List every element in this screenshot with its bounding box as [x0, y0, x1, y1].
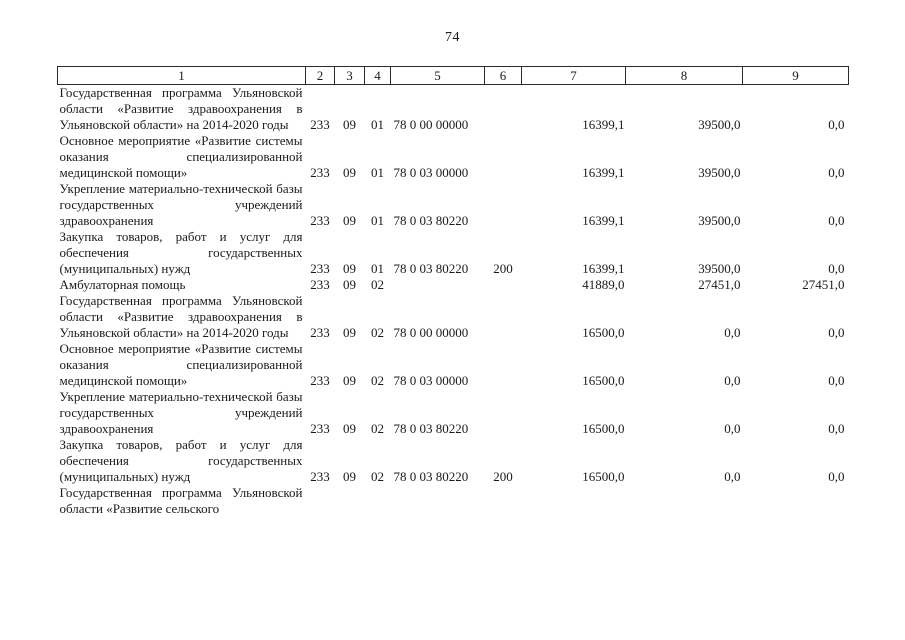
cell-section: 09	[343, 469, 356, 484]
row-name: Государственная программа Ульяновской области «Развитие сельского	[59, 485, 303, 516]
cell-target-article: 78 0 03 80220	[393, 421, 469, 436]
column-header-8: 8	[626, 67, 743, 85]
cell-amount-7: 16399,1	[582, 261, 625, 276]
cell-amount-9: 0,0	[828, 373, 845, 388]
row-name: Основное мероприятие «Развитие системы оказания специализированной медицинской помощи»	[59, 341, 303, 388]
cell-amount-7: 16500,0	[582, 325, 625, 340]
table-row	[58, 277, 849, 293]
cell-ministry: 233	[310, 277, 330, 292]
cell-target-article: 78 0 03 80220	[393, 261, 469, 276]
cell-target-article: 78 0 03 80220	[393, 213, 469, 228]
table-row	[58, 485, 849, 517]
cell-subsection: 02	[371, 373, 384, 388]
cell-expense-type	[485, 293, 522, 341]
cell-amount-9: 0,0	[828, 469, 845, 484]
cell-section: 09	[343, 277, 356, 292]
cell-ministry: 233	[310, 117, 330, 132]
cell-amount-8: 39500,0	[698, 261, 741, 276]
page-number: 74	[445, 30, 460, 45]
cell-section: 09	[343, 261, 356, 276]
cell-amount-9: 0,0	[828, 421, 845, 436]
table-row	[58, 341, 849, 389]
column-header-7: 7	[522, 67, 626, 85]
table-header-row	[58, 67, 849, 85]
cell-amount-9	[743, 485, 849, 517]
row-name: Государственная программа Ульяновской области «Развитие здравоохранения в Ульяновской области» на 2014-2020 годы	[59, 85, 303, 132]
cell-ministry: 233	[310, 373, 330, 388]
row-name: Амбулаторная помощь	[59, 277, 186, 292]
cell-amount-9: 0,0	[828, 213, 845, 228]
budget-table	[57, 66, 849, 517]
column-header-1: 1	[58, 67, 306, 85]
cell-expense-type: 200	[493, 261, 513, 276]
cell-target-article	[391, 485, 485, 517]
column-header-2: 2	[306, 67, 335, 85]
cell-expense-type	[485, 341, 522, 389]
cell-amount-9: 27451,0	[802, 277, 845, 292]
cell-subsection	[365, 485, 391, 517]
cell-target-article: 78 0 00 00000	[393, 325, 469, 340]
cell-subsection: 01	[371, 261, 384, 276]
cell-ministry	[306, 485, 335, 517]
column-header-3: 3	[335, 67, 365, 85]
cell-amount-9: 0,0	[828, 165, 845, 180]
cell-target-article: 78 0 00 00000	[393, 117, 469, 132]
cell-amount-7: 16399,1	[582, 117, 625, 132]
table-row	[58, 181, 849, 229]
cell-section: 09	[343, 421, 356, 436]
cell-section: 09	[343, 213, 356, 228]
cell-expense-type	[485, 485, 522, 517]
cell-expense-type	[485, 389, 522, 437]
cell-amount-7: 16500,0	[582, 421, 625, 436]
cell-amount-9: 0,0	[828, 117, 845, 132]
table-row	[58, 437, 849, 485]
table-row	[58, 293, 849, 341]
cell-expense-type: 200	[493, 469, 513, 484]
cell-section: 09	[343, 117, 356, 132]
cell-amount-7: 41889,0	[582, 277, 625, 292]
cell-expense-type	[485, 277, 522, 293]
cell-subsection: 02	[371, 325, 384, 340]
column-header-4: 4	[365, 67, 391, 85]
cell-expense-type	[485, 181, 522, 229]
cell-amount-7: 16500,0	[582, 373, 625, 388]
row-name: Государственная программа Ульяновской области «Развитие здравоохранения в Ульяновской области» на 2014-2020 годы	[59, 293, 303, 340]
cell-section	[335, 485, 365, 517]
cell-target-article: 78 0 03 00000	[393, 373, 469, 388]
table-row	[58, 133, 849, 181]
cell-ministry: 233	[310, 421, 330, 436]
row-name: Закупка товаров, работ и услуг для обеспечения государственных (муниципальных) нужд	[59, 437, 303, 484]
row-name: Укрепление материально-технической базы государственных учреждений здравоохранения	[59, 389, 303, 436]
cell-ministry: 233	[310, 165, 330, 180]
row-name: Закупка товаров, работ и услуг для обеспечения государственных (муниципальных) нужд	[59, 229, 303, 276]
cell-section: 09	[343, 165, 356, 180]
row-name: Укрепление материально-технической базы государственных учреждений здравоохранения	[59, 181, 303, 228]
cell-amount-8: 0,0	[724, 373, 741, 388]
cell-expense-type	[485, 85, 522, 134]
cell-amount-8: 27451,0	[698, 277, 741, 292]
cell-amount-8: 0,0	[724, 325, 741, 340]
cell-amount-8: 0,0	[724, 469, 741, 484]
column-header-5: 5	[391, 67, 485, 85]
cell-amount-9: 0,0	[828, 261, 845, 276]
cell-subsection: 02	[371, 277, 384, 292]
cell-subsection: 01	[371, 117, 384, 132]
table-row	[58, 389, 849, 437]
column-header-6: 6	[485, 67, 522, 85]
cell-amount-8: 39500,0	[698, 165, 741, 180]
cell-amount-9: 0,0	[828, 325, 845, 340]
cell-amount-7: 16500,0	[582, 469, 625, 484]
cell-amount-8: 39500,0	[698, 213, 741, 228]
cell-expense-type	[485, 133, 522, 181]
cell-amount-7: 16399,1	[582, 213, 625, 228]
column-header-9: 9	[743, 67, 849, 85]
cell-amount-8: 0,0	[724, 421, 741, 436]
cell-subsection: 02	[371, 421, 384, 436]
cell-amount-7	[522, 485, 626, 517]
cell-amount-8: 39500,0	[698, 117, 741, 132]
cell-target-article: 78 0 03 80220	[393, 469, 469, 484]
table-row	[58, 229, 849, 277]
cell-subsection: 01	[371, 165, 384, 180]
cell-target-article	[391, 277, 485, 293]
cell-section: 09	[343, 373, 356, 388]
cell-amount-7: 16399,1	[582, 165, 625, 180]
cell-ministry: 233	[310, 261, 330, 276]
cell-ministry: 233	[310, 213, 330, 228]
table-row	[58, 85, 849, 134]
cell-subsection: 02	[371, 469, 384, 484]
cell-ministry: 233	[310, 325, 330, 340]
cell-ministry: 233	[310, 469, 330, 484]
cell-subsection: 01	[371, 213, 384, 228]
cell-target-article: 78 0 03 00000	[393, 165, 469, 180]
row-name: Основное мероприятие «Развитие системы оказания специализированной медицинской помощи»	[59, 133, 303, 180]
cell-amount-8	[626, 485, 743, 517]
cell-section: 09	[343, 325, 356, 340]
